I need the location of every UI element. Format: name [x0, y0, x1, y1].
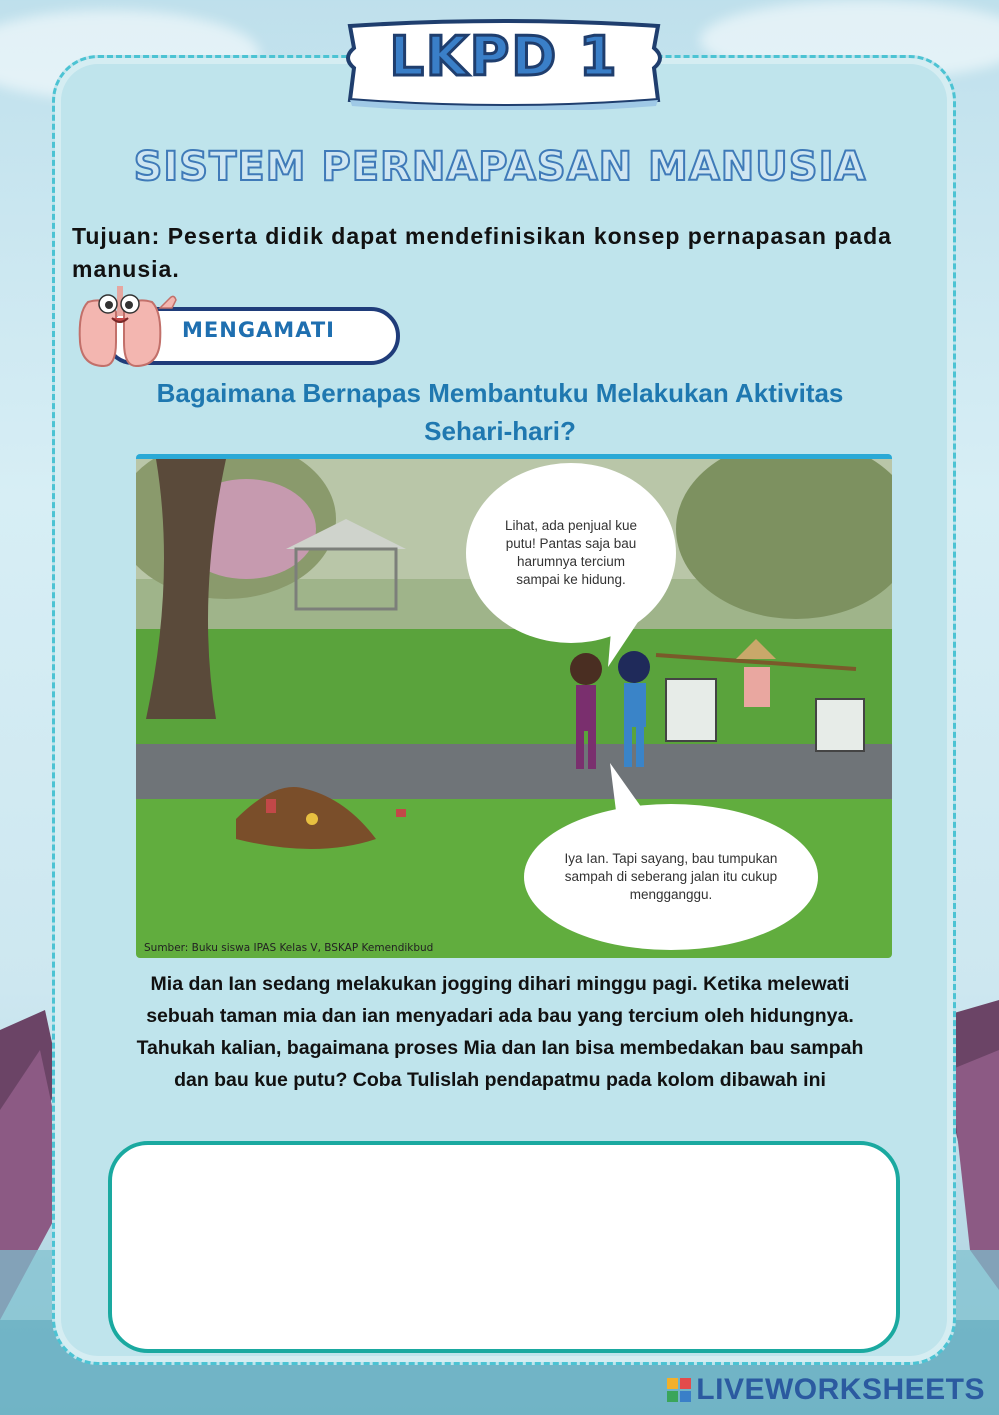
- section-question: Bagaimana Bernapas Membantuku Melakukan Aktivitas Sehari-hari?: [156, 378, 844, 446]
- learning-objective: Tujuan: Peserta didik dapat mendefinisikan konsep pernapasan pada manusia.: [72, 223, 892, 282]
- brand-name: LIVEWORKSHEETS: [696, 1373, 985, 1406]
- bubble-tail-top: [606, 619, 646, 669]
- speech-bubble-bottom: Iya Ian. Tapi sayang, bau tumpukan sampah di seberang jalan itu cukup mengganggu.: [524, 804, 818, 950]
- liveworksheets-brand: [666, 1373, 985, 1407]
- answer-textbox[interactable]: [108, 1141, 900, 1353]
- image-source: Sumber: Buku siswa IPAS Kelas V, BSKAP Kemendikbud: [144, 942, 434, 954]
- bubble-tail-bottom: [606, 763, 646, 813]
- page-subtitle: SISTEM PERNAPASAN MANUSIA: [133, 144, 867, 190]
- lung-mascot-icon: [68, 282, 178, 372]
- story-paragraph: Mia dan Ian sedang melakukan jogging dihari minggu pagi. Ketika melewati sebuah taman mia dan ian menyadari ada bau yang tercium oleh hidungnya. Tahukah kalian, bagaimana proses Mia dan Ian bisa membedakan bau sampah dan bau kue putu? Coba Tulislah pendapatmu pada kolom dibawah ini: [136, 973, 864, 1091]
- liveworksheets-logo-icon: [666, 1377, 692, 1403]
- page-title: LKPD 1: [389, 25, 619, 88]
- speech-bubble-top: Lihat, ada penjual kue putu! Pantas saja bau harumnya tercium sampai ke hidung.: [466, 463, 676, 643]
- park-illustration: [136, 454, 892, 958]
- section-label: MENGAMATI: [182, 318, 335, 342]
